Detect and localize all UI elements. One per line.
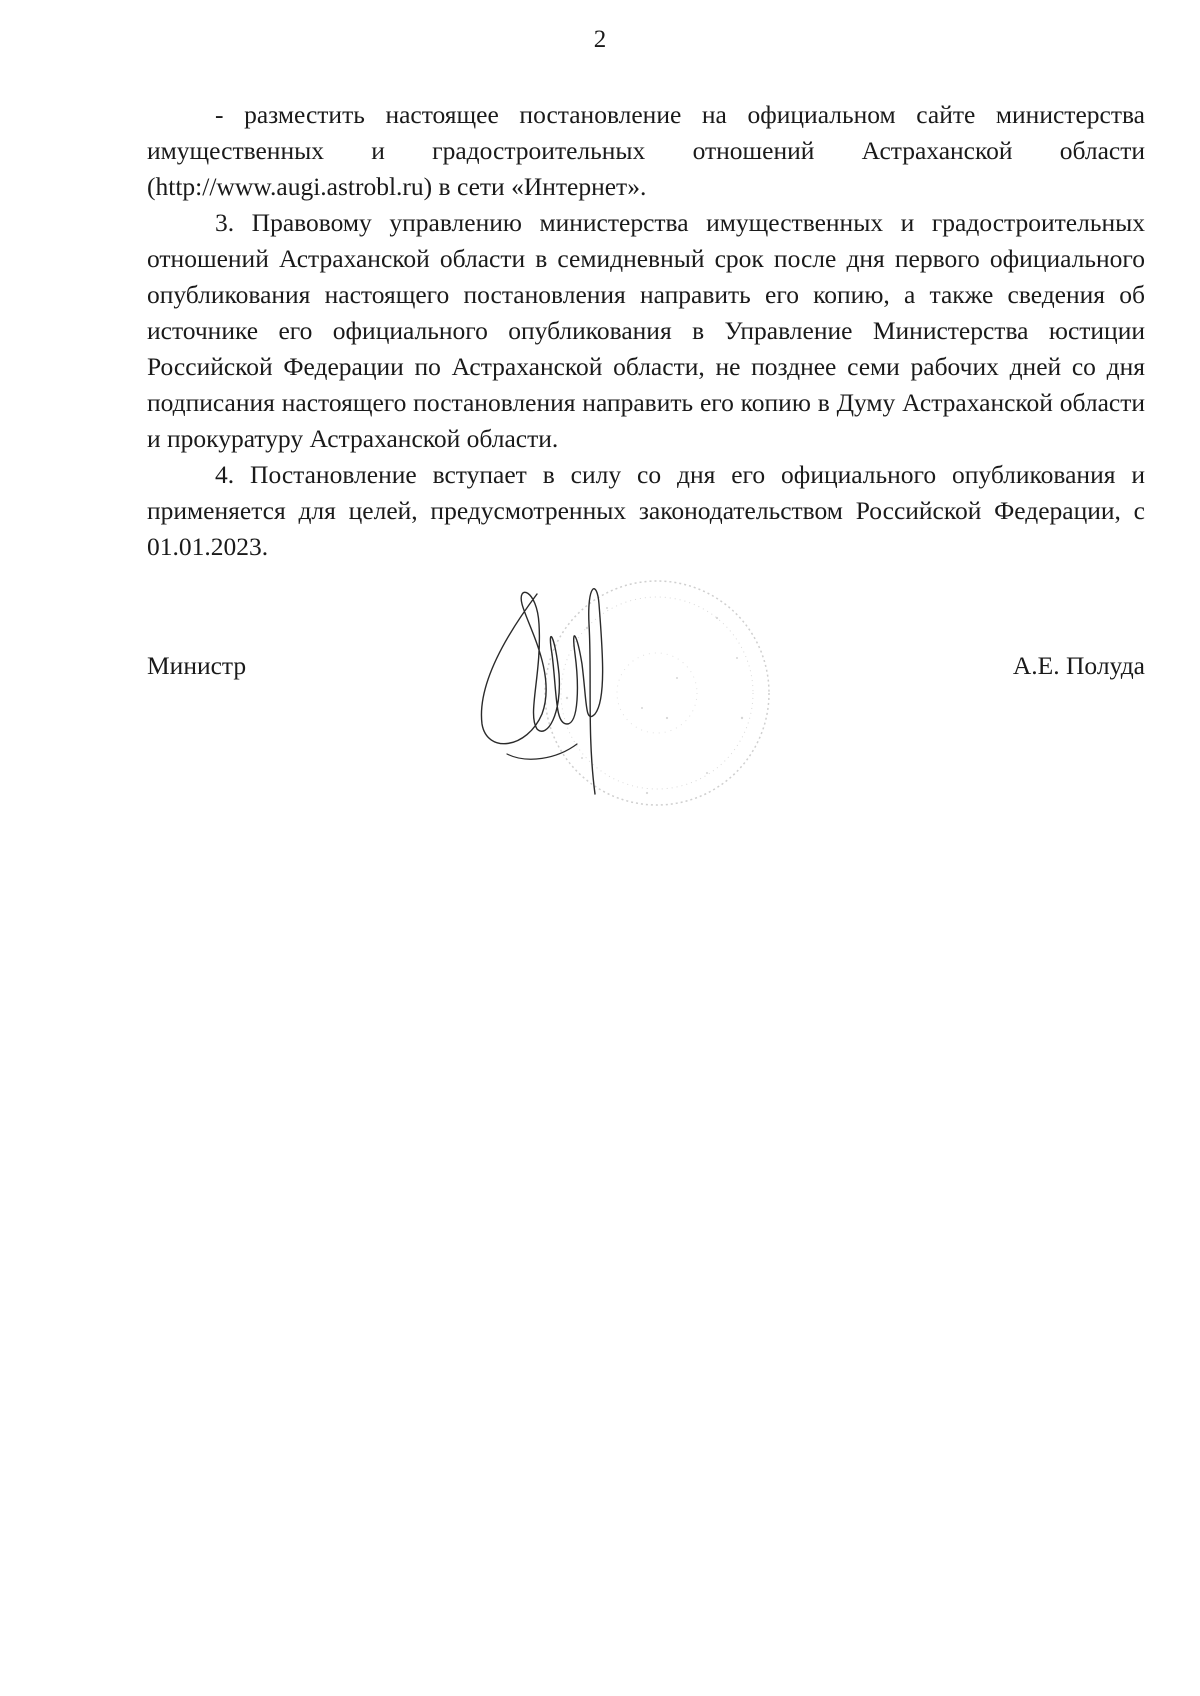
paragraph-legal-department: 3. Правовому управлению министерства имущественных и градостроительных отношений Астраханской области в семидневный срок после дня первого официального опубликования настоящего постановления направить его копию, а также сведения об источнике его официального опубликования в Управление Министерства юстиции Российской Федерации по Астраханской области, не позднее семи рабочих дней со дня подписания настоящего постановления направить его копию в Думу Астраханской области и прокуратуру Астраханской области. — [147, 208, 1145, 453]
paragraph-entry-into-force: 4. Постановление вступает в силу со дня его официального опубликования и применяется для целей, предусмотренных законодательством Российской Федерации, с 01.01.2023. — [147, 460, 1145, 561]
document-body — [147, 97, 1145, 565]
signature-block — [147, 568, 1145, 828]
signer-position: Министр — [147, 651, 247, 680]
signer-name: А.Е. Полуда — [1012, 651, 1145, 680]
paragraph-publish-website: - разместить настоящее постановление на официальном сайте министерства имущественных и градостроительных отношений Астраханской области (http://www.augi.astrobl.ru) в сети «Интернет». — [147, 100, 1145, 201]
page-number: 2 — [593, 26, 607, 53]
handwritten-signature — [467, 564, 647, 814]
